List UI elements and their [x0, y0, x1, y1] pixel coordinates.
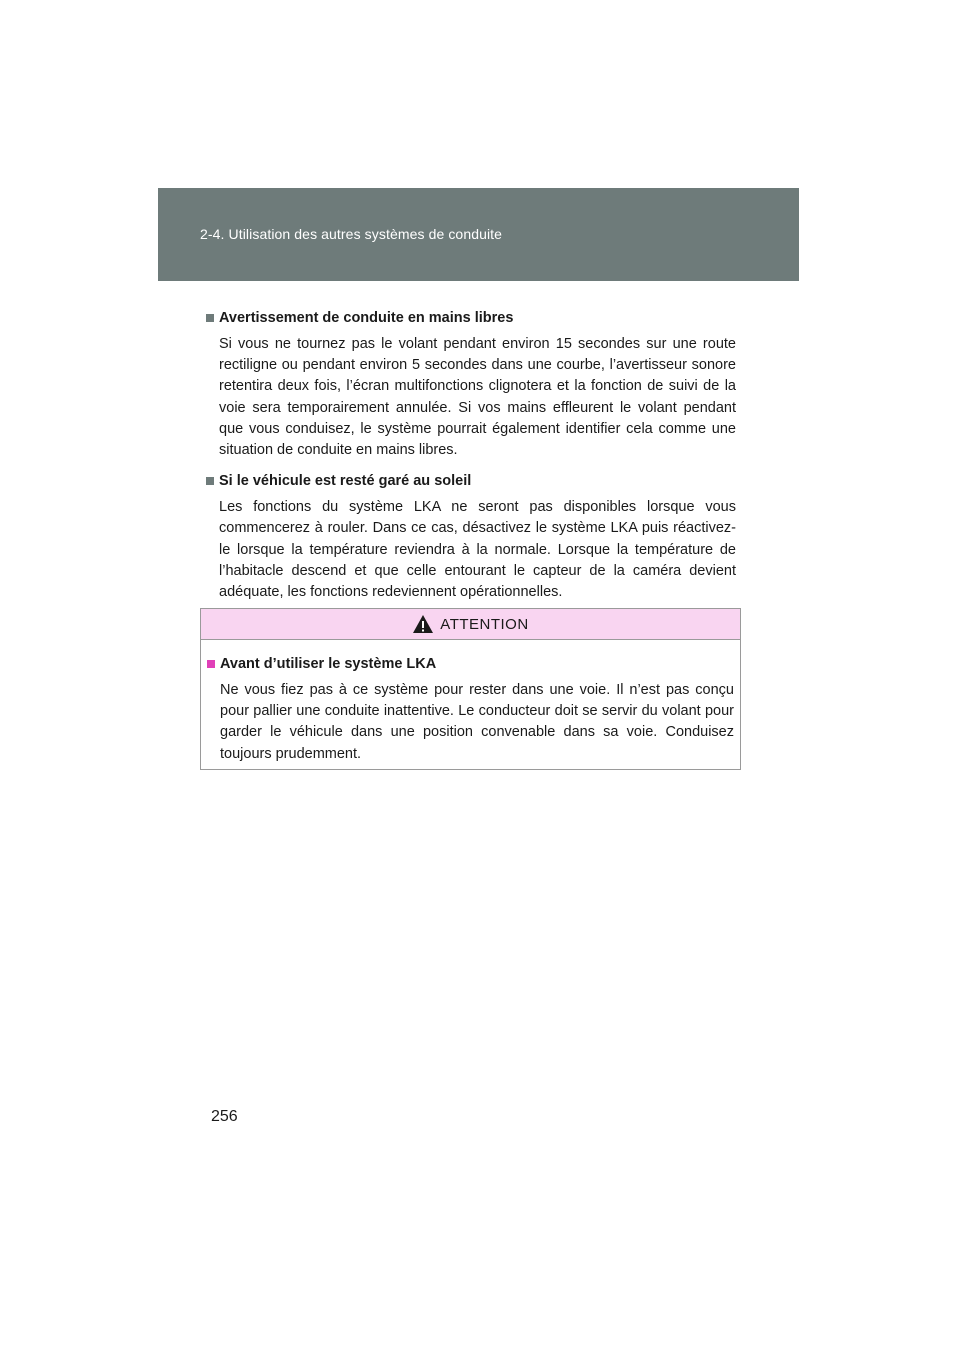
warning-triangle-icon: [412, 614, 434, 634]
section-heading-text: Si le véhicule est resté garé au soleil: [219, 473, 472, 490]
warning-title: ATTENTION: [440, 615, 529, 633]
warning-heading-text: Avant d’utiliser le système LKA: [220, 656, 437, 672]
page-number: 256: [211, 1108, 238, 1125]
square-bullet-icon: [206, 477, 214, 485]
section-title: 2-4. Utilisation des autres systèmes de conduite: [200, 226, 503, 242]
warning-content: [201, 640, 740, 765]
section-heading: [206, 471, 736, 491]
section-heading-text: Avertissement de conduite en mains libres: [219, 310, 514, 326]
section-heading: [206, 308, 736, 328]
header-band: [158, 188, 799, 281]
main-content: [206, 308, 736, 613]
section-body: Les fonctions du système LKA ne seront pas disponibles lorsque vous commencerez à rouler. Dans ce cas, désactivez le système LKA puis réactivez-le lorsque la température reviendra à la normale. Lorsque la température de l’habitacle descend et que celle entourant le capteur de la caméra devient adéquate, les fonctions redeviennent opérationnelles.: [219, 499, 736, 601]
section-body: Si vous ne tournez pas le volant pendant environ 15 secondes sur une route rectiligne ou pendant environ 5 secondes dans une courbe, l’avertisseur sonore retentira deux fois, l’écran multifonctions clignotera et la fonction de suivi de la voie sera temporairement annulée. Si vos mains effleurent le volant pendant que vous conduisez, le système pourrait également identifier cela comme une situation de conduite en mains libres.: [219, 336, 736, 459]
warning-heading: [207, 654, 734, 674]
warning-header: [201, 609, 740, 640]
section-parked-in-sun: [206, 471, 736, 603]
square-bullet-icon: [206, 314, 214, 322]
warning-box: [200, 608, 741, 770]
section-hands-free-warning: [206, 308, 736, 461]
square-bullet-icon: [207, 660, 215, 668]
warning-body: Ne vous fiez pas à ce système pour rester dans une voie. Il n’est pas conçu pour pallier une conduite inattentive. Le conducteur doit se servir du volant pour garder le véhicule dans une position convenable dans sa voie. Conduisez toujours prudemment.: [220, 682, 734, 762]
